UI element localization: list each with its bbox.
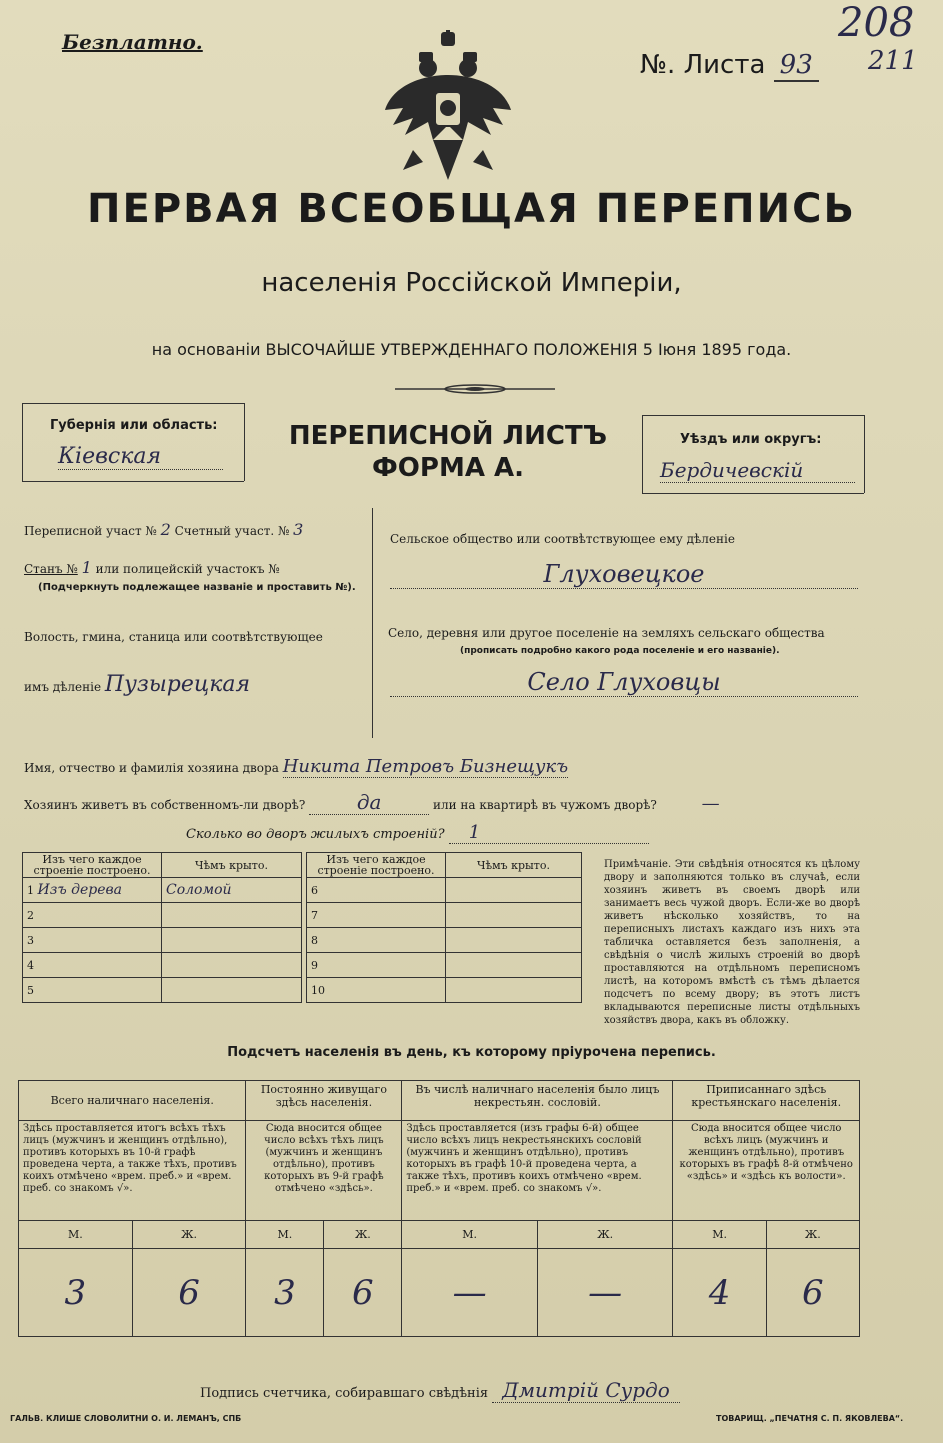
sub-title: населенія Россійской Имперіи, [261, 268, 682, 298]
owner-home-line [24, 790, 761, 815]
group-2-title: Постоянно живущаго здѣсь населенія. [246, 1081, 402, 1121]
group-3-desc: Здѣсь проставляется (изъ графы 6-й) общее число всѣхъ лицъ некрестьянскихъ сословій (мужчинъ и женщинъ отдѣльно), противъ которыхъ въ графѣ 10-й проведена черта, а также тѣхъ, противъ коихъ отмѣчено «врем. преб.» и «врем. преб. со знакомъ √». [402, 1121, 673, 1221]
row-number: 9 [307, 953, 446, 978]
free-label: Безплатно. [62, 30, 203, 54]
col-material-header-2: Изъ чего каждое строеніе построено. [307, 853, 446, 878]
volost-label-2: имъ дѣленіе [24, 680, 102, 694]
female-header: Ж. [537, 1221, 673, 1249]
group-1-title: Всего наличнаго населенія. [19, 1081, 246, 1121]
sheet-number: 93 [774, 50, 819, 82]
male-header: М. [19, 1221, 133, 1249]
male-header: М. [402, 1221, 538, 1249]
society-label: Сельское общество или соотвѣтствующее ему дѣленіе [390, 532, 735, 546]
row-number: 4 [23, 953, 162, 978]
group-4-female: 6 [766, 1249, 859, 1337]
stan-or-label: или полицейскій участокъ № [95, 562, 280, 576]
table-row [307, 878, 582, 903]
guberniya-label: Губернія или область: [50, 418, 218, 433]
corner-number: 208 [838, 0, 915, 46]
form-title [258, 420, 638, 484]
stan-line [24, 558, 280, 577]
row-number: 5 [23, 978, 162, 1003]
summary-heading: Подсчетъ населенія въ день, къ которому пріурочена перепись. [227, 1045, 716, 1060]
row-number: 7 [307, 903, 446, 928]
group-3-male: — [402, 1249, 538, 1337]
row-number: 8 [307, 928, 446, 953]
table-row [307, 978, 582, 1003]
owner-name-label: Имя, отчество и фамилія хозяина двора [24, 761, 279, 775]
volost-label: Волость, гмина, станица или соотвѣтствующее [24, 630, 323, 644]
note-text: Примѣчаніе. Эти свѣдѣнія относятся къ цѣлому двору и заполняются только въ случаѣ, если хозяинъ живетъ въ своемъ дворѣ или занимаетъ весь чужой дворъ. Если-же во дворѣ живетъ нѣсколько хозяйствъ, то на переписныхъ листахъ каждаго изъ нихъ эта табличка оставляется безъ заполненія, а свѣдѣнія о числѣ жилыхъ строеній во дворѣ проставляются на отдѣльномъ переписномъ листѣ, на которомъ вмѣстѣ съ тѣмъ дѣлается подсчетъ по всему двору; въ этотъ листъ вкладываются переписные листы отдѣльныхъ хозяйствъ двора, какъ въ обложку. [604, 859, 860, 1026]
female-header: Ж. [766, 1221, 859, 1249]
row-number: 1 [27, 884, 34, 897]
col-roof-header: Чѣмъ крыто. [162, 853, 302, 878]
group-1-desc: Здѣсь проставляется итогъ всѣхъ тѣхъ лицъ (мужчинъ и женщинъ отдѣльно), противъ которыхъ въ 10-й графѣ проведена черта, а также тѣхъ, противъ коихъ отмѣчено «врем. преб.» и «врем. преб. со знакомъ √». [19, 1121, 246, 1221]
volost-value: Пузырецкая [104, 672, 251, 697]
group-4-male: 4 [673, 1249, 766, 1337]
census-area-line [24, 520, 303, 539]
row-number: 3 [23, 928, 162, 953]
rent-value: — [701, 793, 720, 814]
row-number: 10 [307, 978, 446, 1003]
stan-label: Станъ № [24, 562, 78, 576]
basis-line: на основаніи ВЫСОЧАЙШЕ УТВЕРЖДЕННАГО ПОЛОЖЕНІЯ 5 Іюня 1895 года. [151, 340, 792, 359]
roof-value: Соломой [162, 878, 302, 903]
count-area-value: 3 [293, 520, 304, 539]
guberniya-value: Кіевская [58, 444, 223, 470]
corner-number-2: 211 [868, 46, 918, 76]
group-3-female: — [537, 1249, 673, 1337]
uezd-label: Уѣздъ или округъ: [680, 432, 822, 447]
group-2-desc: Сюда вносится общее число всѣхъ тѣхъ лицъ (мужчинъ и женщинъ отдѣльно), противъ которыхъ въ 9-й графѣ отмѣчено «здѣсь». [246, 1121, 402, 1221]
table-row [307, 903, 582, 928]
buildings-value: 1 [449, 822, 649, 844]
village-label: Село, деревня или другое поселеніе на земляхъ сельскаго общества [388, 626, 825, 640]
group-3-title: Въ числѣ наличнаго населенія было лицъ некрестьян. сословій. [402, 1081, 673, 1121]
count-area-label: Счетный участ. № [174, 524, 290, 538]
group-1-male: 3 [19, 1249, 133, 1337]
double-headed-eagle-icon [383, 30, 513, 180]
group-4-title: Приписаннаго здѣсь крестьянскаго населенія. [673, 1081, 860, 1121]
census-area-value: 2 [160, 520, 171, 539]
signature-label: Подпись счетчика, собиравшаго свѣдѣнія [200, 1386, 489, 1401]
table-row [23, 903, 302, 928]
stan-value: 1 [81, 558, 92, 577]
female-header: Ж. [132, 1221, 246, 1249]
form-title-line2: ФОРМА А. [372, 453, 524, 483]
table-row [23, 928, 302, 953]
male-header: М. [673, 1221, 766, 1249]
stan-note: (Подчеркнуть подлежащее названіе и проставить №). [38, 582, 356, 593]
col-roof-header-2: Чѣмъ крыто. [446, 853, 582, 878]
village-note: (прописать подробно какого рода поселеніе и его названіе). [460, 646, 780, 656]
table-row [23, 953, 302, 978]
footer-right: ТОВАРИЩ. „ПЕЧАТНЯ С. П. ЯКОВЛЕВА“. [716, 1414, 904, 1423]
sheet-number-line [640, 50, 819, 80]
volost-line [24, 672, 250, 697]
material-value: Изъ дерева [37, 882, 123, 898]
group-1-female: 6 [132, 1249, 246, 1337]
group-2-male: 3 [246, 1249, 324, 1337]
signature-value: Дмитрій Сурдо [492, 1378, 680, 1403]
table-row [307, 928, 582, 953]
owner-line [24, 756, 568, 777]
group-2-female: 6 [324, 1249, 402, 1337]
table-row [307, 953, 582, 978]
female-header: Ж. [324, 1221, 402, 1249]
main-title: ПЕРВАЯ ВСЕОБЩАЯ ПЕРЕПИСЬ [87, 186, 856, 232]
own-yard-value: да [309, 790, 429, 815]
owner-name-value: Никита Петровъ Бизнещукъ [282, 756, 569, 777]
row-number: 2 [23, 903, 162, 928]
sheet-label: №. Листа [640, 50, 766, 80]
census-area-label: Переписной участ № [24, 524, 157, 538]
buildings-label: Сколько во дворъ жилыхъ строеній? [186, 827, 445, 842]
buildings-table-right [306, 852, 582, 1003]
col-material-header: Изъ чего каждое строеніе построено. [23, 853, 162, 878]
rent-label: или на квартирѣ въ чужомъ дворѣ? [432, 798, 657, 812]
footer-left: ГАЛЬВ. КЛИШЕ СЛОВОЛИТНИ О. И. ЛЕМАНЪ, СПБ [10, 1414, 242, 1423]
group-4-desc: Сюда вносится общее число всѣхъ лицъ (мужчинъ и женщинъ отдѣльно), противъ которыхъ въ графѣ 8-й отмѣчено «здѣсь» и «здѣсь къ волости». [673, 1121, 860, 1221]
row-number: 6 [307, 878, 446, 903]
table-row [23, 878, 302, 903]
buildings-table-left [22, 852, 302, 1003]
society-value: Глуховецкое [390, 560, 858, 589]
table-row [23, 978, 302, 1003]
signature-line [200, 1378, 680, 1402]
male-header: М. [246, 1221, 324, 1249]
own-yard-label: Хозяинъ живетъ въ собственномъ-ли дворѣ? [24, 798, 306, 812]
village-value: Село Глуховцы [390, 668, 858, 697]
ornament-divider-icon [395, 383, 555, 395]
buildings-line [186, 822, 649, 844]
form-title-line1: ПЕРЕПИСНОЙ ЛИСТЪ [288, 421, 608, 451]
uezd-value: Бердичевскій [660, 458, 855, 483]
summary-table [18, 1080, 860, 1337]
